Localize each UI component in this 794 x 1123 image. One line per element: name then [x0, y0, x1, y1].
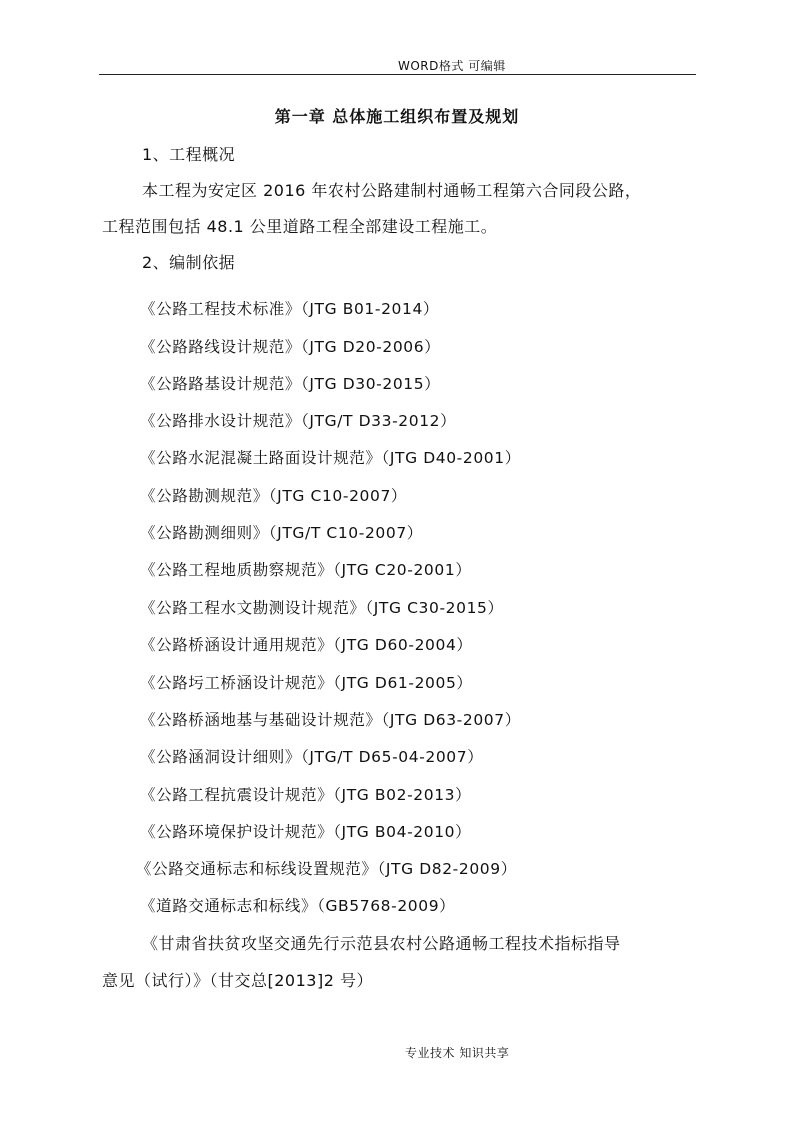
standard-item: 《公路涵洞设计细则》（JTG/T D65-04-2007） [140, 748, 484, 766]
overview-paragraph-line-1: 本工程为安定区 2016 年农村公路建制村通畅工程第六合同段公路， [142, 181, 642, 200]
chapter-title: 第一章 总体施工组织布置及规划 [274, 107, 520, 126]
page-footer: 专业技术 知识共享 [405, 1046, 510, 1060]
standard-item: 《公路工程水文勘测设计规范》（JTG C30-2015） [140, 599, 504, 617]
standard-item: 《公路圬工桥涵设计规范》（JTG D61-2005） [140, 674, 473, 692]
guideline-line-2: 意见（试行）》（甘交总[2013]2 号） [102, 971, 373, 990]
overview-paragraph-line-2: 工程范围包括 48.1 公里道路工程全部建设工程施工。 [102, 217, 498, 236]
section-heading-basis: 2、编制依据 [142, 253, 236, 272]
standard-item: 《公路桥涵地基与基础设计规范》（JTG D63-2007） [140, 711, 521, 729]
header-divider [99, 74, 696, 75]
standard-item: 《公路路基设计规范》（JTG D30-2015） [140, 375, 441, 393]
standard-item: 《公路水泥混凝土路面设计规范》（JTG D40-2001） [140, 449, 521, 467]
standard-item: 《公路勘测细则》（JTG/T C10-2007） [140, 524, 423, 542]
standard-item: 《公路工程地质勘察规范》（JTG C20-2001） [140, 561, 472, 579]
standard-item: 《公路工程技术标准》（JTG B01-2014） [140, 300, 440, 318]
standard-item: 《公路环境保护设计规范》（JTG B04-2010） [140, 823, 472, 841]
standard-item: 《公路桥涵设计通用规范》（JTG D60-2004） [140, 636, 473, 654]
standard-item: 《公路排水设计规范》（JTG/T D33-2012） [140, 412, 457, 430]
section-heading-overview: 1、工程概况 [142, 145, 236, 164]
standard-item: 《公路交通标志和标线设置规范》（JTG D82-2009） [136, 860, 517, 878]
guideline-line-1: 《甘肃省扶贫攻坚交通先行示范县农村公路通畅工程技术指标指导 [142, 934, 621, 953]
standard-item: 《公路勘测规范》（JTG C10-2007） [140, 487, 408, 505]
standard-item: 《公路工程抗震设计规范》（JTG B02-2013） [140, 786, 472, 804]
page-header: WORD格式 可编辑 [398, 59, 506, 73]
standard-item: 《公路路线设计规范》（JTG D20-2006） [140, 338, 441, 356]
standard-item: 《道路交通标志和标线》（GB5768-2009） [140, 897, 456, 915]
